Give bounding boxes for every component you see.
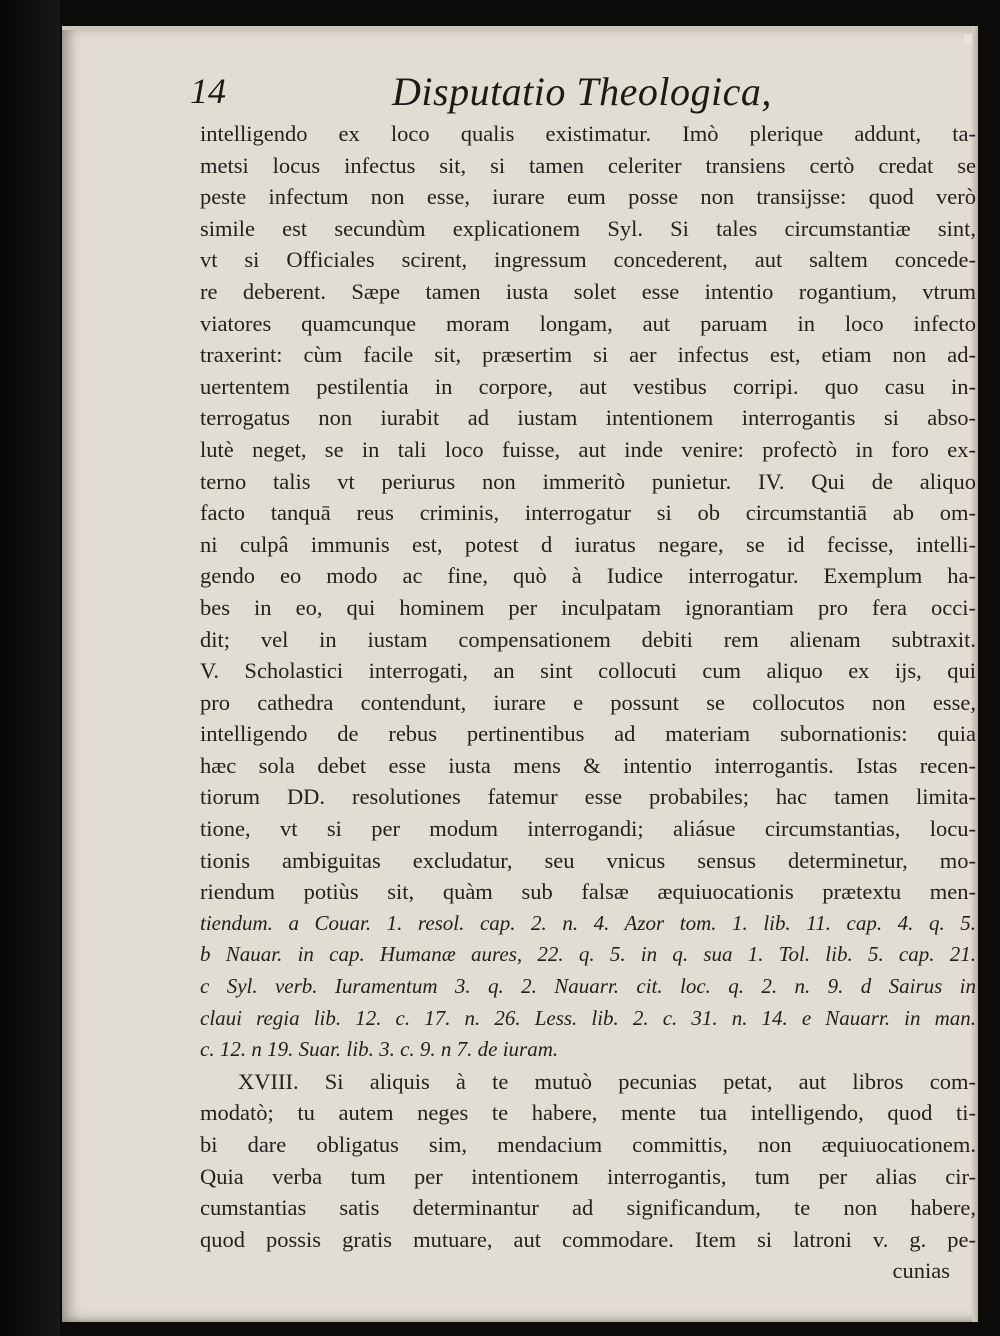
text-line: tiorum DD. resolutiones fatemur esse probabiles; hac tamen limita- <box>200 784 976 810</box>
page-top-edge <box>62 26 978 30</box>
section-line: XVIII. Si aliquis à te mutuò pecunias petat, aut libros com- <box>238 1068 976 1094</box>
scan-corner-mark <box>964 34 972 44</box>
section-line: bi dare obligatus sim, mendacium committis, non æquiuocationem. <box>200 1132 976 1157</box>
text-line: simile est secundùm explicationem Syl. Si tales circumstantiæ sint, <box>200 215 976 241</box>
text-line: pro cathedra contendunt, iurare e possunt se collocutos non esse, <box>200 689 976 715</box>
text-line: vt si Officiales scirent, ingressum concederent, aut saltem concede- <box>200 247 976 273</box>
section-line: Quia verba tum per intentionem interrogantis, tum per alias cir- <box>200 1163 976 1189</box>
section-line: cumstantias satis determinantur ad significandum, te non habere, <box>200 1195 976 1221</box>
scan-border <box>0 0 60 1336</box>
text-line: tionis ambiguitas excludatur, seu vnicus sensus determinetur, mo- <box>200 847 976 873</box>
section-line: quod possis gratis mutuare, aut commodare. Item si latroni v. g. pe- <box>200 1226 976 1252</box>
text-line: intelligendo de rebus pertinentibus ad materiam subornationis: quia <box>200 721 976 747</box>
text-line: intelligendo ex loco qualis existimatur. Imò plerique addunt, ta- <box>200 121 976 146</box>
text-line: gendo eo modo ac fine, quò à Iudice interrogatur. Exemplum ha- <box>200 563 976 589</box>
text-line: ni culpâ immunis est, potest d iuratus negare, se id fecisse, intelli- <box>200 531 976 557</box>
catchword: cunias <box>892 1258 950 1284</box>
text-line: tione, vt si per modum interrogandi; aliásue circumstantias, locu- <box>200 816 976 842</box>
text-line: terrogatus non iurabit ad iustam intentionem interrogantis si abso- <box>200 405 976 431</box>
footnote-line: tiendum. a Couar. 1. resol. cap. 2. n. 4. Azor tom. 1. lib. 11. cap. 4. q. 5. <box>200 910 976 935</box>
text-line: hæc sola debet esse iusta mens & intentio interrogantis. Istas recen- <box>200 752 976 778</box>
running-title: Disputatio Theologica, <box>392 69 772 114</box>
text-line: re deberent. Sæpe tamen iusta solet esse intentio rogantium, vtrum <box>200 278 976 304</box>
page-number: 14 <box>190 71 226 111</box>
running-head <box>62 66 978 126</box>
text-line: bes in eo, qui hominem per inculpatam ignorantiam pro fera occi- <box>200 594 976 620</box>
text-line: riendum potiùs sit, quàm sub falsæ æquiuocationis prætextu men- <box>200 879 976 905</box>
book-page <box>62 26 978 1322</box>
text-line: uertentem pestilentia in corpore, aut vestibus corripi. quo casu in- <box>200 373 976 399</box>
main-text <box>200 118 976 1287</box>
text-line: lutè neget, se in tali loco fuisse, aut inde venire: profectò in foro ex- <box>200 436 976 462</box>
text-line: peste infectum non esse, iurare eum posse non transijsse: quod verò <box>200 184 976 210</box>
text-line: terno talis vt periurus non immeritò punietur. IV. Qui de aliquo <box>200 468 976 494</box>
text-line: metsi locus infectus sit, si tamen celeriter transiens certò credat se <box>200 152 976 178</box>
footnote-line: b Nauar. in cap. Humanæ aures, 22. q. 5. in q. sua 1. Tol. lib. 5. cap. 21. <box>200 942 976 967</box>
footnote-line: c Syl. verb. Iuramentum 3. q. 2. Nauarr. cit. loc. q. 2. n. 9. d Sairus in <box>200 974 976 999</box>
footnote-line: c. 12. n 19. Suar. lib. 3. c. 9. n 7. de iuram. <box>200 1037 559 1062</box>
text-line: V. Scholastici interrogati, an sint collocuti cum aliquo ex ijs, qui <box>200 658 976 684</box>
section-line: modatò; tu autem neges te habere, mente tua intelligendo, quod ti- <box>200 1100 976 1126</box>
footnote-line: claui regia lib. 12. c. 17. n. 26. Less. lib. 2. c. 31. n. 14. e Nauarr. in man. <box>200 1005 976 1030</box>
text-line: traxerint: cùm facile sit, præsertim si aer infectus est, etiam non ad- <box>200 342 976 368</box>
text-line: viatores quamcunque moram longam, aut paruam in loco infecto <box>200 310 976 336</box>
text-line: facto tanquā reus criminis, interrogatur si ob circumstantiā ab om- <box>200 500 976 526</box>
text-line: dit; vel in iustam compensationem debiti rem alienam subtraxit. <box>200 626 976 652</box>
